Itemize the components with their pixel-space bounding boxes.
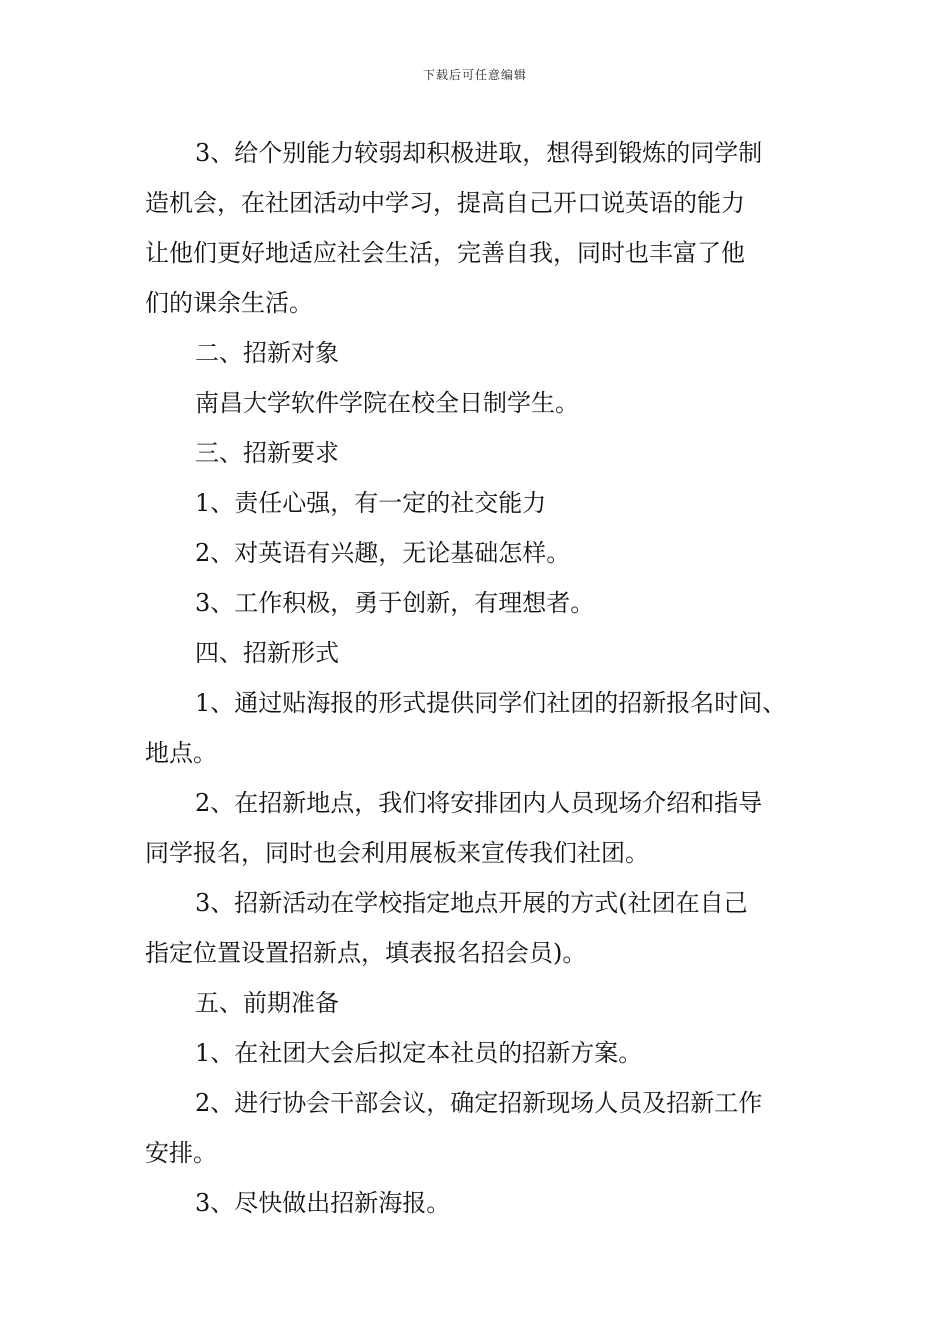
text-line: 二、招新对象	[195, 339, 339, 367]
text-line: 三、招新要求	[195, 439, 339, 467]
text-line: 们的课余生活。	[145, 289, 313, 317]
text-line: 1、通过贴海报的形式提供同学们社团的招新报名时间、	[195, 689, 787, 717]
text-line: 3、尽快做出招新海报。	[195, 1189, 451, 1217]
text-line: 造机会，在社团活动中学习，提高自己开口说英语的能力	[145, 189, 745, 217]
document-body	[145, 128, 815, 1228]
text-line: 地点。	[145, 739, 217, 767]
text-line: 安排。	[145, 1139, 217, 1167]
text-line: 四、招新形式	[195, 639, 339, 667]
text-line: 五、前期准备	[195, 989, 339, 1017]
text-line: 让他们更好地适应社会生活，完善自我，同时也丰富了他	[145, 239, 745, 267]
text-line: 同学报名，同时也会利用展板来宣传我们社团。	[145, 839, 649, 867]
text-line: 指定位置设置招新点，填表报名招会员)。	[145, 939, 587, 967]
text-line: 南昌大学软件学院在校全日制学生。	[195, 389, 579, 417]
page-header-note: 下载后可任意编辑	[422, 68, 527, 82]
text-line: 2、在招新地点，我们将安排团内人员现场介绍和指导	[195, 789, 763, 817]
text-line: 3、给个别能力较弱却积极进取，想得到锻炼的同学制	[195, 139, 763, 167]
text-line: 2、进行协会干部会议，确定招新现场人员及招新工作	[195, 1089, 763, 1117]
text-line: 2、对英语有兴趣，无论基础怎样。	[195, 539, 571, 567]
text-line: 3、工作积极，勇于创新，有理想者。	[195, 589, 595, 617]
text-line: 3、招新活动在学校指定地点开展的方式(社团在自己	[195, 889, 748, 917]
text-line: 1、责任心强，有一定的社交能力	[195, 489, 547, 517]
text-line: 1、在社团大会后拟定本社员的招新方案。	[195, 1039, 643, 1067]
